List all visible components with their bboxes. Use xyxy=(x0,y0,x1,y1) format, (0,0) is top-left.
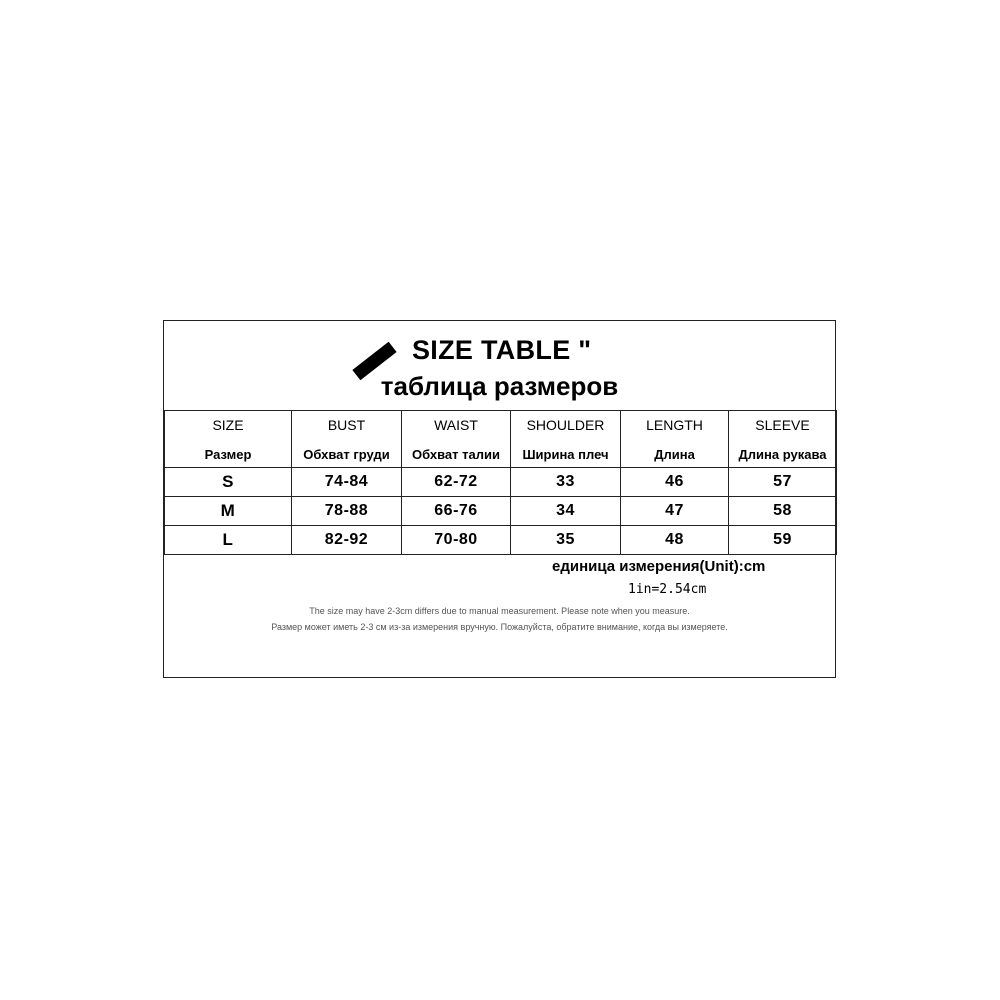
table-cell-bust: 82-92 xyxy=(292,526,402,555)
table-cell-bust: 78-88 xyxy=(292,497,402,526)
size-chart-card xyxy=(163,320,836,678)
column-header-bust xyxy=(292,411,402,468)
column-header-sleeve xyxy=(729,411,837,468)
table-cell-shoulder: 35 xyxy=(511,526,621,555)
table-cell-length: 47 xyxy=(621,497,729,526)
size-table xyxy=(164,410,837,555)
column-header-size xyxy=(165,411,292,468)
table-cell-size: L xyxy=(165,526,292,555)
disclaimer-russian: Размер может иметь 2-3 см из-за измерения вручную. Пожалуйста, обратите внимание, когда вы измеряете. xyxy=(271,622,728,632)
column-header-length xyxy=(621,411,729,468)
column-header-ru: Обхват груди xyxy=(303,447,390,462)
table-cell-bust: 74-84 xyxy=(292,468,402,497)
column-header-en: SIZE xyxy=(212,417,244,433)
table-cell-waist: 70-80 xyxy=(402,526,511,555)
table-cell-length: 48 xyxy=(621,526,729,555)
table-cell-sleeve: 57 xyxy=(729,468,837,497)
column-header-en: SLEEVE xyxy=(755,417,810,433)
title-russian: таблица размеров xyxy=(380,371,619,401)
table-cell-shoulder: 33 xyxy=(511,468,621,497)
disclaimer-english: The size may have 2-3cm differs due to manual measurement. Please note when you measure. xyxy=(309,606,690,616)
table-cell-length: 46 xyxy=(621,468,729,497)
table-cell-size: M xyxy=(165,497,292,526)
column-header-en: LENGTH xyxy=(646,417,703,433)
table-row xyxy=(165,526,837,555)
table-cell-sleeve: 59 xyxy=(729,526,837,555)
column-header-en: WAIST xyxy=(434,417,478,433)
title-row xyxy=(164,335,835,371)
table-row xyxy=(165,468,837,497)
title-english: SIZE TABLE " xyxy=(412,335,592,365)
table-cell-sleeve: 58 xyxy=(729,497,837,526)
table-cell-waist: 62-72 xyxy=(402,468,511,497)
column-header-ru: Обхват талии xyxy=(412,447,500,462)
column-header-ru: Размер xyxy=(204,447,252,462)
unit-note: единица измерения(Unit):cm xyxy=(552,558,766,575)
column-header-ru: Длина рукава xyxy=(738,447,827,462)
column-header-waist xyxy=(402,411,511,468)
column-header-shoulder xyxy=(511,411,621,468)
table-header-row xyxy=(165,411,837,468)
table-cell-waist: 66-76 xyxy=(402,497,511,526)
table-row xyxy=(165,497,837,526)
table-cell-shoulder: 34 xyxy=(511,497,621,526)
inch-conversion-note: 1in=2.54cm xyxy=(628,582,707,597)
column-header-en: SHOULDER xyxy=(526,417,605,433)
column-header-en: BUST xyxy=(327,417,366,433)
table-cell-size: S xyxy=(165,468,292,497)
column-header-ru: Длина xyxy=(654,447,695,462)
column-header-ru: Ширина плеч xyxy=(522,447,609,462)
